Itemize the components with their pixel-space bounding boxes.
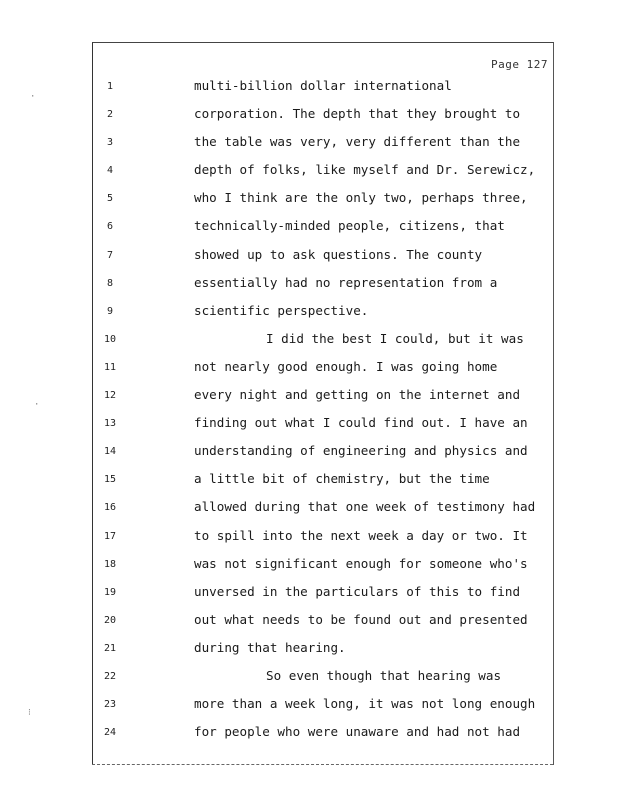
transcript-line: for people who were unaware and had not had <box>194 724 521 740</box>
line-number: 24 <box>103 727 117 739</box>
line-number: 4 <box>106 165 114 177</box>
transcript-line: the table was very, very different than the <box>194 134 521 150</box>
margin-mark: ⁝ <box>28 708 31 718</box>
line-number: 15 <box>103 474 117 486</box>
line-number: 23 <box>103 699 117 711</box>
line-number: 16 <box>103 502 117 514</box>
line-number: 9 <box>106 305 114 317</box>
line-number: 19 <box>103 586 117 598</box>
line-number: 2 <box>106 109 114 121</box>
line-number: 5 <box>106 193 114 205</box>
transcript-line: more than a week long, it was not long enough <box>194 696 536 712</box>
line-number: 18 <box>103 558 117 570</box>
line-number: 20 <box>103 614 117 626</box>
transcript-line: depth of folks, like myself and Dr. Serewicz, <box>194 162 536 178</box>
line-number: 22 <box>103 670 117 682</box>
line-number: 12 <box>103 390 117 402</box>
margin-mark: · <box>34 400 40 410</box>
line-number: 14 <box>103 446 117 458</box>
transcript-line: allowed during that one week of testimony had <box>194 499 536 515</box>
page-number: Page 127 <box>491 58 548 71</box>
line-number: 3 <box>106 137 114 149</box>
transcript-line: multi-billion dollar international <box>194 78 452 93</box>
transcript-text-column <box>194 76 550 750</box>
line-number: 17 <box>103 530 117 542</box>
transcript-line: to spill into the next week a day or two. It <box>194 527 528 543</box>
line-number: 1 <box>106 81 114 92</box>
transcript-line: not nearly good enough. I was going home <box>194 358 498 374</box>
transcript-line: a little bit of chemistry, but the time <box>194 471 490 487</box>
transcript-line: who I think are the only two, perhaps three, <box>194 190 528 206</box>
line-number: 7 <box>106 249 114 261</box>
transcript-line: essentially had no representation from a <box>194 274 498 290</box>
transcript-line: So even though that hearing was <box>266 667 502 683</box>
transcript-line: I did the best I could, but it was <box>266 330 524 346</box>
transcript-line: showed up to ask questions. The county <box>194 246 483 262</box>
line-number: 10 <box>103 333 117 345</box>
transcript-line: unversed in the particulars of this to find <box>194 583 521 599</box>
line-number-column <box>95 80 125 754</box>
footer-rule <box>92 764 553 765</box>
transcript-line: technically-minded people, citizens, that <box>194 218 505 234</box>
transcript-line: understanding of engineering and physics and <box>194 443 528 459</box>
line-number: 6 <box>106 221 114 233</box>
transcript-line: out what needs to be found out and presented <box>194 611 528 627</box>
line-number: 21 <box>103 642 117 654</box>
margin-mark: · <box>30 92 36 102</box>
transcript-line: finding out what I could find out. I have an <box>194 415 528 431</box>
transcript-line: was not significant enough for someone who's <box>194 555 528 571</box>
line-number: 8 <box>106 277 114 289</box>
line-number: 13 <box>103 418 117 430</box>
transcript-line: during that hearing. <box>194 639 346 655</box>
transcript-line: every night and getting on the internet and <box>194 387 521 403</box>
line-number: 11 <box>103 361 117 373</box>
transcript-line: scientific perspective. <box>194 302 369 318</box>
transcript-line: corporation. The depth that they brought to <box>194 106 521 122</box>
